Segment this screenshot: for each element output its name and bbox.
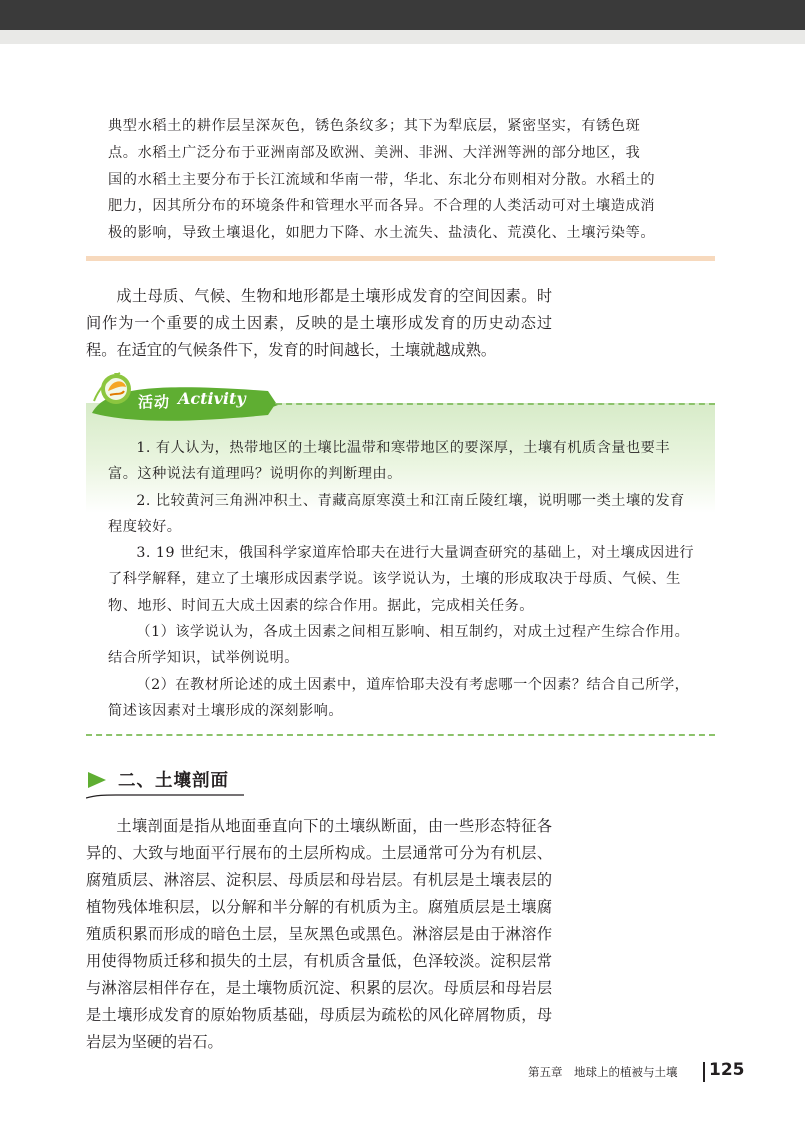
activity-item: 3. 19 世纪末，俄国科学家道库恰耶夫在进行大量调查研究的基础上，对土壤成因进行了科学解释，建立了土壤形成因素学说。该学说认为，土壤的形成取决于母质、气候、生物、地形、时间五大成土因素的综合作用。据此，完成相关任务。 (108, 545, 695, 614)
top-dark-bar (0, 0, 805, 30)
reading-note (108, 113, 698, 247)
paragraph-text: 土壤剖面是指从地面垂直向下的土壤纵断面，由一些形态特征各异的、大致与地面平行展布的土层所构成。土层通常可分为有机层、腐殖质层、淋溶层、淀积层、母质层和母岩层。有机层是土壤表层的植物残体堆积层，以分解和半分解的有机质为主。腐殖质层是土壤腐殖质积累而形成的暗色土层，呈灰黑色或黑色。淋溶层是由于淋溶作用使得物质迁移和损失的土层，有机质含量低，色泽较淡。淀积层常与淋溶层相伴存在，是土壤物质沉淀、积累的层次。母质层和母岩层是土壤形成发育的原始物质基础，母质层为疏松的风化碎屑物质，母岩层为坚硬的岩石。 (86, 817, 552, 1051)
activity-subtitle: Activity (178, 389, 246, 408)
section-underline (86, 794, 246, 800)
activity-title: 活动 (138, 393, 171, 411)
activity-box (86, 369, 715, 739)
activity-item: （1）该学说认为，各成土因素之间相互影响、相互制约，对成土过程产生综合作用。结合所学知识，试举例说明。 (108, 624, 690, 667)
paragraph-text: 成土母质、气候、生物和地形都是土壤形成发育的空间因素。时间作为一个重要的成土因素，反映的是土壤形成发育的历史动态过程。在适宜的气候条件下，发育的时间越长，土壤就越成熟。 (86, 287, 552, 359)
triangle-arrow-icon (86, 770, 108, 790)
activity-item: 2. 比较黄河三角洲冲积土、青藏高原寒漠土和江南丘陵红壤，说明哪一类土壤的发育程度较好。 (108, 492, 685, 535)
activity-dashed-top (276, 403, 715, 405)
section-heading (86, 764, 286, 798)
page-number: 125 (709, 1060, 745, 1080)
body-paragraph-soil-profile (86, 813, 552, 1056)
note-line: 典型水稻土的耕作层呈深灰色，锈色条纹多；其下为犁底层，紧密坚实，有锈色斑 (108, 118, 641, 134)
activity-item: （2）在教材所论述的成土因素中，道库恰耶夫没有考虑哪一个因素？结合自己所学，简述该因素对土壤形成的深刻影响。 (108, 676, 690, 719)
section-title: 二、土壤剖面 (118, 771, 229, 791)
activity-questions (108, 435, 698, 724)
body-paragraph-time-factor (86, 283, 552, 364)
note-line: 极的影响，导致土壤退化，如肥力下降、水土流失、盐渍化、荒漠化、土壤污染等。 (108, 225, 656, 242)
footer-chapter-title: 第五章 地球上的植被与土壤 (528, 1065, 678, 1079)
top-grey-band (0, 30, 805, 44)
activity-header (86, 369, 286, 429)
note-line: 点。水稻土广泛分布于亚洲南部及欧洲、美洲、非洲、大洋洲等洲的部分地区，我 (108, 144, 641, 161)
note-line: 国的水稻土主要分布于长江流域和华南一带，华北、东北分布则相对分散。水稻土的 (108, 171, 656, 188)
note-line: 肥力，因其所分布的环境条件和管理水平而各异。不合理的人类活动可对土壤造成消 (108, 198, 656, 215)
activity-dashed-bottom (86, 734, 715, 736)
footer-divider (703, 1062, 705, 1082)
activity-item: 1. 有人认为，热带地区的土壤比温带和寒带地区的要深厚，土壤有机质含量也要丰富。这种说法有道理吗？说明你的判断理由。 (108, 440, 671, 483)
note-divider (86, 256, 715, 261)
